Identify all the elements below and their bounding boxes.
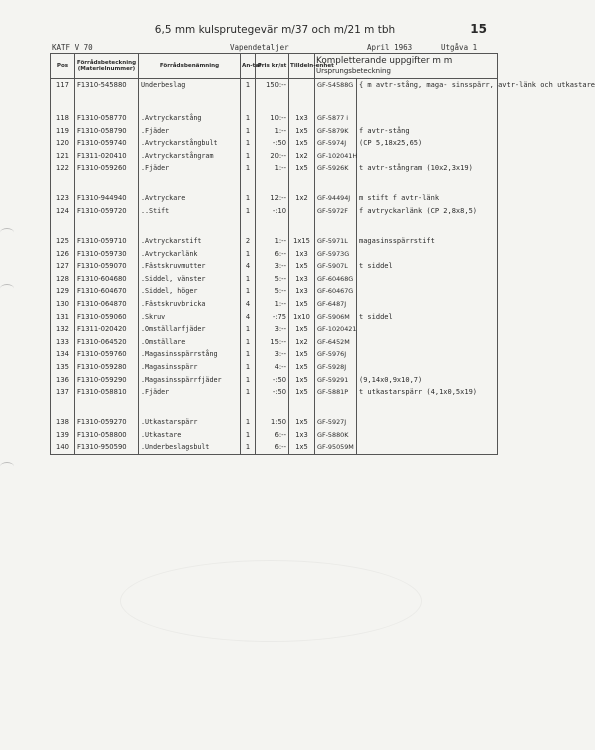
row-note: f avtryckarlänk (CP 2,8x8,5) [357, 205, 498, 230]
row-ursprung: GF-5907L [315, 260, 357, 273]
row-pos: 119 [51, 125, 75, 138]
row-pos: 136 [51, 374, 75, 387]
table-row [51, 323, 498, 336]
row-till [289, 79, 315, 113]
table-row [51, 273, 498, 286]
row-antal: 4 [241, 260, 256, 273]
row-name: .Fästskruvbricka [139, 298, 241, 311]
row-pos: 125 [51, 235, 75, 248]
row-ursprung: GF-60467G [315, 285, 357, 298]
row-ursprung: GF-5973G [315, 248, 357, 261]
row-antal: 1 [241, 323, 256, 336]
row-antal: 1 [241, 192, 256, 205]
row-note: (9,14x0,9x10,7) [357, 374, 498, 387]
row-number: F1310-058790 [75, 125, 139, 138]
table-row [51, 441, 498, 454]
row-name: .Fjäder [139, 125, 241, 138]
row-name: .Avtryckarstång [139, 112, 241, 125]
row-name: .Fästskruvmutter [139, 260, 241, 273]
row-pris: 3:-- [256, 260, 289, 273]
row-till: 1x3 [289, 429, 315, 442]
table-row [51, 260, 498, 273]
row-note: t siddel [357, 260, 498, 273]
row-number: F1310-059740 [75, 137, 139, 150]
row-name: .Siddel, höger [139, 285, 241, 298]
row-note: t siddel [357, 311, 498, 324]
row-pris: 20:-- [256, 150, 289, 163]
row-name: .Avtryckarstångbult [139, 137, 241, 150]
row-till: 1x5 [289, 348, 315, 361]
row-pos: 139 [51, 429, 75, 442]
row-till: 1x5 [289, 361, 315, 374]
punch-hole-mark [0, 462, 14, 471]
row-antal: 1 [241, 336, 256, 349]
row-name: .Avtryckare [139, 192, 241, 205]
row-ursprung: GF-5877 i [315, 112, 357, 125]
row-ursprung: GF-5974J [315, 137, 357, 150]
row-name: .Magasinsspärrstång [139, 348, 241, 361]
row-antal: 4 [241, 298, 256, 311]
row-till: 1x3 [289, 112, 315, 125]
date-label: April 1963 [367, 43, 413, 52]
row-name: .Omställarfjäder [139, 323, 241, 336]
row-note [357, 429, 498, 442]
row-antal: 1 [241, 386, 256, 411]
row-number: F1310-545880 [75, 79, 139, 113]
row-note [357, 323, 498, 336]
row-antal: 1 [241, 79, 256, 113]
row-ursprung: GF-60468G [315, 273, 357, 286]
row-name: ..Stift [139, 205, 241, 230]
row-note [357, 150, 498, 163]
row-name: .Omställare [139, 336, 241, 349]
row-pos: 118 [51, 112, 75, 125]
row-pris: -:50 [256, 374, 289, 387]
row-pos: 130 [51, 298, 75, 311]
row-pris: 1:-- [256, 298, 289, 311]
row-ursprung: GF-5972F [315, 205, 357, 230]
row-name: .Fjäder [139, 386, 241, 411]
row-till: 1x15 [289, 235, 315, 248]
row-ursprung: GF-6452M [315, 336, 357, 349]
row-ursprung: GF-5906M [315, 311, 357, 324]
row-pris: 150:-- [256, 79, 289, 113]
table-row [51, 386, 498, 411]
row-till: 1x5 [289, 386, 315, 411]
row-name: .Magasinsspärrfjäder [139, 374, 241, 387]
row-pris: 4:-- [256, 361, 289, 374]
row-pos: 127 [51, 260, 75, 273]
row-ursprung: GF-5927J [315, 416, 357, 429]
row-pris: 3:-- [256, 323, 289, 336]
row-antal: 1 [241, 137, 256, 150]
row-antal: 1 [241, 429, 256, 442]
row-name: .Underbeslagsbult [139, 441, 241, 454]
row-antal: 2 [241, 235, 256, 248]
table-header [51, 54, 498, 79]
row-number: F1310-950590 [75, 441, 139, 454]
row-pris: 1:-- [256, 162, 289, 187]
row-pris: -:75 [256, 311, 289, 324]
edition-label: Utgåva 1 [441, 43, 478, 52]
col-number-header: Förrådsbeteckning (Materielnummer) [75, 54, 139, 79]
row-antal: 1 [241, 374, 256, 387]
row-number: F1310-059710 [75, 235, 139, 248]
row-pos: 128 [51, 273, 75, 286]
row-till: 1x2 [289, 150, 315, 163]
row-pos: 137 [51, 386, 75, 411]
table-body [51, 79, 595, 455]
row-antal: 1 [241, 361, 256, 374]
row-antal: 1 [241, 125, 256, 138]
row-pos: 121 [51, 150, 75, 163]
row-name: .Skruv [139, 311, 241, 324]
col-notes-header: Kompletterande uppgifter m m Ursprungsbeteckning [315, 54, 498, 79]
row-pos: 126 [51, 248, 75, 261]
row-pris: 1:-- [256, 235, 289, 248]
row-till: 1x5 [289, 323, 315, 336]
row-ursprung: GF-5928J [315, 361, 357, 374]
row-till: 1x3 [289, 273, 315, 286]
row-antal: 1 [241, 273, 256, 286]
row-pris: 6:-- [256, 248, 289, 261]
parts-table [50, 53, 595, 455]
row-name: .Utkastarspärr [139, 416, 241, 429]
page-number: 15 [470, 22, 487, 36]
row-number: F1310-064520 [75, 336, 139, 349]
row-ursprung: GF-59291 [315, 374, 357, 387]
table-row [51, 298, 498, 311]
row-note [357, 336, 498, 349]
row-pos: 134 [51, 348, 75, 361]
table-row [51, 150, 498, 163]
row-till: 1x5 [289, 441, 315, 454]
row-number: F1310-604670 [75, 285, 139, 298]
row-number: F1310-059270 [75, 416, 139, 429]
col-pos-header: Pos [51, 54, 75, 79]
table-row [51, 285, 498, 298]
row-till: 1x5 [289, 137, 315, 150]
row-till: 1x5 [289, 374, 315, 387]
row-till: 1x2 [289, 192, 315, 205]
col-till-header: Tilldeln-enhet [289, 54, 315, 79]
row-number: F1310-058800 [75, 429, 139, 442]
row-ursprung: GF-1020421 [315, 323, 357, 336]
row-name: .Avtryckarstångram [139, 150, 241, 163]
row-name: .Fjäder [139, 162, 241, 187]
table-row [51, 205, 498, 230]
row-pos: 135 [51, 361, 75, 374]
table-row [51, 416, 498, 429]
katf-label: KATF V 70 [52, 43, 93, 52]
row-ursprung: GF-6487J [315, 298, 357, 311]
table-row [51, 374, 498, 387]
row-antal: 1 [241, 112, 256, 125]
table-row [51, 79, 498, 113]
row-number: F1310-059070 [75, 260, 139, 273]
row-number: F1310-059060 [75, 311, 139, 324]
table-row [51, 125, 498, 138]
row-number: F1310-059760 [75, 348, 139, 361]
row-note [357, 416, 498, 429]
table-row [51, 112, 498, 125]
punch-hole-mark [0, 284, 14, 293]
row-note [357, 361, 498, 374]
row-name: .Utkastare [139, 429, 241, 442]
row-name: .Siddel, vänster [139, 273, 241, 286]
row-pos: 122 [51, 162, 75, 187]
row-antal: 4 [241, 311, 256, 324]
table-row [51, 429, 498, 442]
col-antal-header: An-tal [241, 54, 256, 79]
col-name-header: Förrådsbenämning [139, 54, 241, 79]
row-antal: 1 [241, 285, 256, 298]
row-ursprung: GF-5879K [315, 125, 357, 138]
row-note: f avtr-stång [357, 125, 498, 138]
row-pos: 120 [51, 137, 75, 150]
table-row [51, 137, 498, 150]
row-pris: 1:-- [256, 125, 289, 138]
table-row [51, 235, 498, 248]
row-note [357, 298, 498, 311]
row-ursprung: GF-54588G [315, 79, 357, 113]
row-number: F1310-059290 [75, 374, 139, 387]
row-pris: -:10 [256, 205, 289, 230]
row-pris: 5:-- [256, 285, 289, 298]
row-till: 1x10 [289, 311, 315, 324]
row-pos: 117 [51, 79, 75, 113]
row-number: F1310-064870 [75, 298, 139, 311]
row-number: F1310-944940 [75, 192, 139, 205]
table-row [51, 192, 498, 205]
punch-hole-mark [0, 228, 14, 237]
row-till: 1x3 [289, 248, 315, 261]
table-row [51, 162, 498, 187]
row-pris: -:50 [256, 386, 289, 411]
row-name: .Avtryckarstift [139, 235, 241, 248]
row-note: t utkastarspärr (4,1x0,5x19) [357, 386, 498, 411]
row-number: F1310-058810 [75, 386, 139, 411]
row-antal: 1 [241, 348, 256, 361]
row-antal: 1 [241, 150, 256, 163]
row-pos: 132 [51, 323, 75, 336]
row-pos: 133 [51, 336, 75, 349]
row-pris: 5:-- [256, 273, 289, 286]
row-pris: 6:-- [256, 429, 289, 442]
row-number: F1310-058770 [75, 112, 139, 125]
row-pos: 131 [51, 311, 75, 324]
row-number: F1311-020410 [75, 150, 139, 163]
row-number: F1311-020420 [75, 323, 139, 336]
row-pris: 3:-- [256, 348, 289, 361]
row-note [357, 441, 498, 454]
row-antal: 1 [241, 162, 256, 187]
row-till: 1x2 [289, 336, 315, 349]
row-note: { m avtr-stång, maga- sinsspärr, avtr-länk och utkastare [357, 79, 498, 113]
row-till [289, 205, 315, 230]
section-label: Vapendetaljer [230, 43, 289, 52]
row-pris: 10:-- [256, 112, 289, 125]
row-note: magasinsspärrstift [357, 235, 498, 248]
table-row [51, 348, 498, 361]
row-till: 1x5 [289, 162, 315, 187]
row-till: 1x5 [289, 298, 315, 311]
row-till: 1x5 [289, 416, 315, 429]
row-antal: 1 [241, 416, 256, 429]
table-row [51, 336, 498, 349]
row-pos: 124 [51, 205, 75, 230]
row-ursprung: GF-5881P [315, 386, 357, 411]
page-title: 6,5 mm kulsprutegevär m/37 och m/21 m tbh [154, 24, 396, 36]
row-ursprung: GF-94494J [315, 192, 357, 205]
col-pris-header: Pris kr/st [256, 54, 289, 79]
row-number: F1310-604680 [75, 273, 139, 286]
row-pris: 15:-- [256, 336, 289, 349]
row-antal: 1 [241, 441, 256, 454]
row-ursprung: GF-5880K [315, 429, 357, 442]
faint-show-through [120, 560, 422, 642]
row-pris: 6:-- [256, 441, 289, 454]
row-note: m stift f avtr-länk [357, 192, 498, 205]
row-pos: 140 [51, 441, 75, 454]
row-note [357, 112, 498, 125]
row-ursprung: GF-5926K [315, 162, 357, 187]
row-pris: 12:-- [256, 192, 289, 205]
row-antal: 1 [241, 205, 256, 230]
row-number: F1310-059730 [75, 248, 139, 261]
row-pos: 123 [51, 192, 75, 205]
row-note [357, 348, 498, 361]
row-note [357, 248, 498, 261]
table-row [51, 361, 498, 374]
row-note [357, 285, 498, 298]
row-till: 1x5 [289, 260, 315, 273]
row-note: (CP 5,18x25,65) [357, 137, 498, 150]
row-pris: 1:50 [256, 416, 289, 429]
row-ursprung: GF-102041H [315, 150, 357, 163]
table-row [51, 311, 498, 324]
row-ursprung: GF-5976J [315, 348, 357, 361]
row-number: F1310-059720 [75, 205, 139, 230]
table-row [51, 248, 498, 261]
row-pos: 138 [51, 416, 75, 429]
row-name: .Avtryckarlänk [139, 248, 241, 261]
row-ursprung: GF-5971L [315, 235, 357, 248]
row-ursprung: GF-95059M [315, 441, 357, 454]
row-note: t avtr-stångram (10x2,3x19) [357, 162, 498, 187]
row-till: 1x5 [289, 125, 315, 138]
row-number: F1310-059260 [75, 162, 139, 187]
row-till: 1x3 [289, 285, 315, 298]
row-name: .Magasinsspärr [139, 361, 241, 374]
row-number: F1310-059280 [75, 361, 139, 374]
row-name: Underbeslag [139, 79, 241, 113]
row-note [357, 273, 498, 286]
row-pos: 129 [51, 285, 75, 298]
row-pris: -:50 [256, 137, 289, 150]
row-antal: 1 [241, 248, 256, 261]
